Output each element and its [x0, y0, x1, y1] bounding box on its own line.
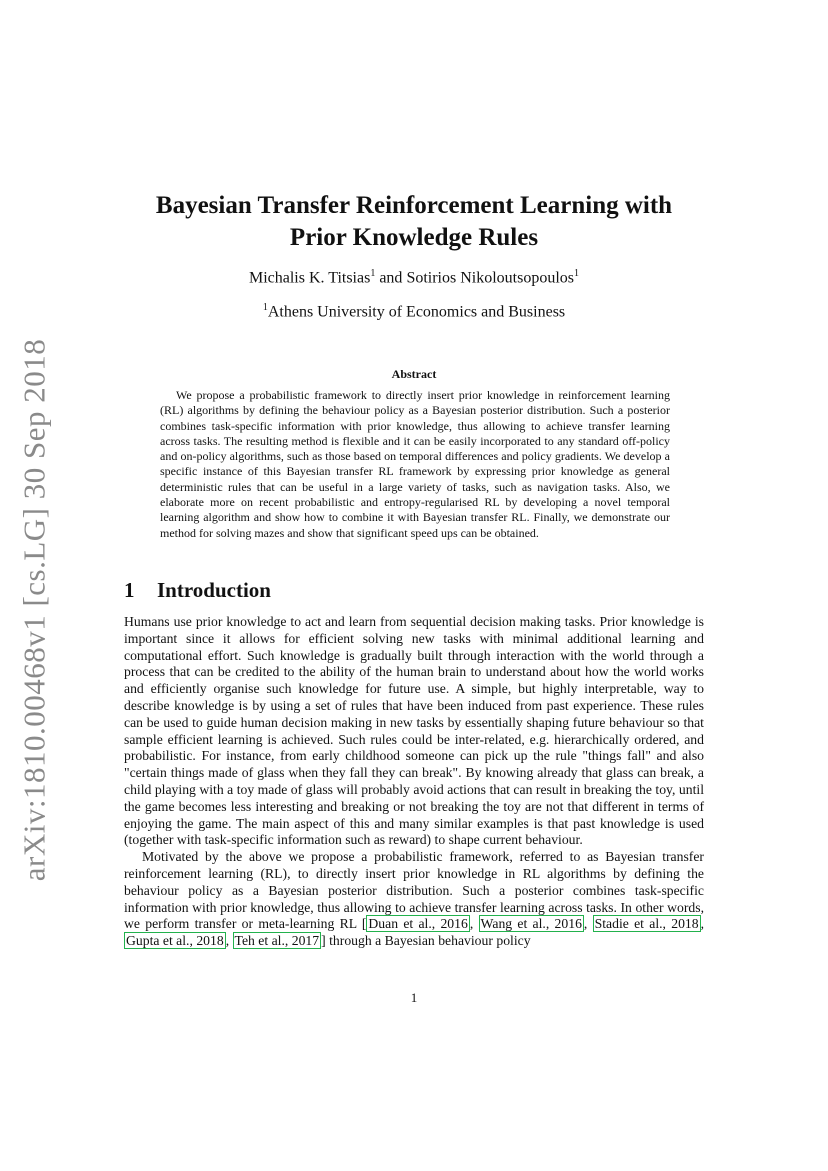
arxiv-identifier-text: arXiv:1810.00468v1 [cs.LG] 30 Sep 2018 — [16, 338, 51, 882]
affiliation-mark: 1 — [262, 302, 268, 313]
arxiv-identifier — [12, 338, 56, 882]
section-heading — [124, 578, 271, 603]
abstract-heading: Abstract — [391, 367, 437, 381]
citation-link-duan-2016[interactable]: Duan et al., 2016 — [368, 916, 468, 932]
author-list — [130, 268, 698, 287]
author-1-affil-mark: 1 — [370, 268, 376, 279]
abstract-text: We propose a probabilistic framework to directly insert prior knowledge in reinforcement learning (RL) algorithms by defining the behaviour policy as a Bayesian posterior distribution. Such a posterior combines task-specific information with prior knowledge, thus allowing to achieve transfer learning across tasks. The resulting method is flexible and it can be easily incorporated to any standard off-policy and on-policy algorithms, such as those based on temporal differences and policy gradients. We develop a specific instance of this Bayesian transfer RL framework by expressing prior knowledge as general deterministic rules that can be useful in a large variety of tasks, such as navigation tasks. Also, we elaborate more on recent probabilistic and entropy-regularised RL by developing a novel temporal learning algorithm and show how to combine it with Bayesian transfer RL. Finally, we demonstrate our method for solving mazes and show that significant speed ups can be obtained. — [160, 388, 670, 540]
citation-open-bracket: [ — [361, 916, 367, 932]
author-name-2: Sotirios Nikoloutsopoulos — [406, 269, 575, 287]
intro-paragraph-2 — [124, 849, 704, 950]
section-title: Introduction — [157, 578, 271, 602]
intro-paragraph-2-tail: through a Bayesian behaviour policy — [325, 933, 531, 949]
author-name-1: Michalis K. Titsias — [248, 269, 371, 287]
page-number: 1 — [410, 990, 418, 1005]
affiliation — [130, 302, 698, 321]
paper-title — [130, 190, 698, 254]
citation-link-stadie-2018[interactable]: Stadie et al., 2018 — [594, 916, 699, 932]
intro-paragraph-1: Humans use prior knowledge to act and learn from sequential decision making tasks. Prior knowledge is important since it allows for efficient solving new tasks with minimal additional learning and computational effort. Such knowledge is gradually built through interaction with the world through a process that can be credited to the ability of the human brain to understand about how the world works and efficiently organise such knowledge for future use. A simple, but highly interpretable, way to describe knowledge is by using a set of rules that have been induced from past experience. These rules can be used to guide human decision making in new tasks by essentially shaping future behaviour so that sample efficient learning is achieved. Such rules could be inter-related, e.g. hierarchically ordered, and probabilistic. For instance, from early childhood someone can pick up the rule "things fall" and also "certain things made of glass when they fall they can break". By knowing already that glass can break, a child playing with a toy made of glass will probably avoid actions that can result in breaking the toy, until the game becomes less interesting and breaking or not breaking the toy are not that different in terms of enjoying the game. The main aspect of this and many similar examples is that past knowledge is used (together with task-specific information such as reward) to shape current behaviour. — [124, 614, 704, 848]
citation-separator: , — [469, 916, 479, 932]
citation-separator: , — [225, 933, 233, 949]
citation-close-bracket: ] — [321, 933, 326, 949]
author-conjunction: and — [375, 269, 407, 287]
citation-link-wang-2016[interactable]: Wang et al., 2016 — [480, 916, 582, 932]
citation-link-teh-2017[interactable]: Teh et al., 2017 — [234, 933, 320, 949]
affiliation-text: Athens University of Economics and Business — [267, 303, 566, 321]
intro-paragraph-2-text: Motivated by the above we propose a probabilistic framework, referred to as Bayesian transfer reinforcement learning (RL), to directly insert prior knowledge in RL algorithms by defining the behaviour policy as a Bayesian posterior distribution. Such a posterior combines task-specific information with prior knowledge, thus allowing to achieve transfer learning across tasks. In other words, we perform transfer or meta-learning RL — [124, 849, 704, 932]
citation-separator: , — [583, 916, 593, 932]
paper-title-line1: Bayesian Transfer Reinforcement Learning with — [155, 192, 673, 219]
section-number: 1 — [124, 578, 135, 602]
citation-separator: , — [700, 916, 705, 932]
paper-title-line2: Prior Knowledge Rules — [289, 224, 539, 251]
intro-body — [124, 614, 704, 950]
citation-link-gupta-2018[interactable]: Gupta et al., 2018 — [126, 933, 224, 949]
author-2-affil-mark: 1 — [574, 268, 580, 279]
